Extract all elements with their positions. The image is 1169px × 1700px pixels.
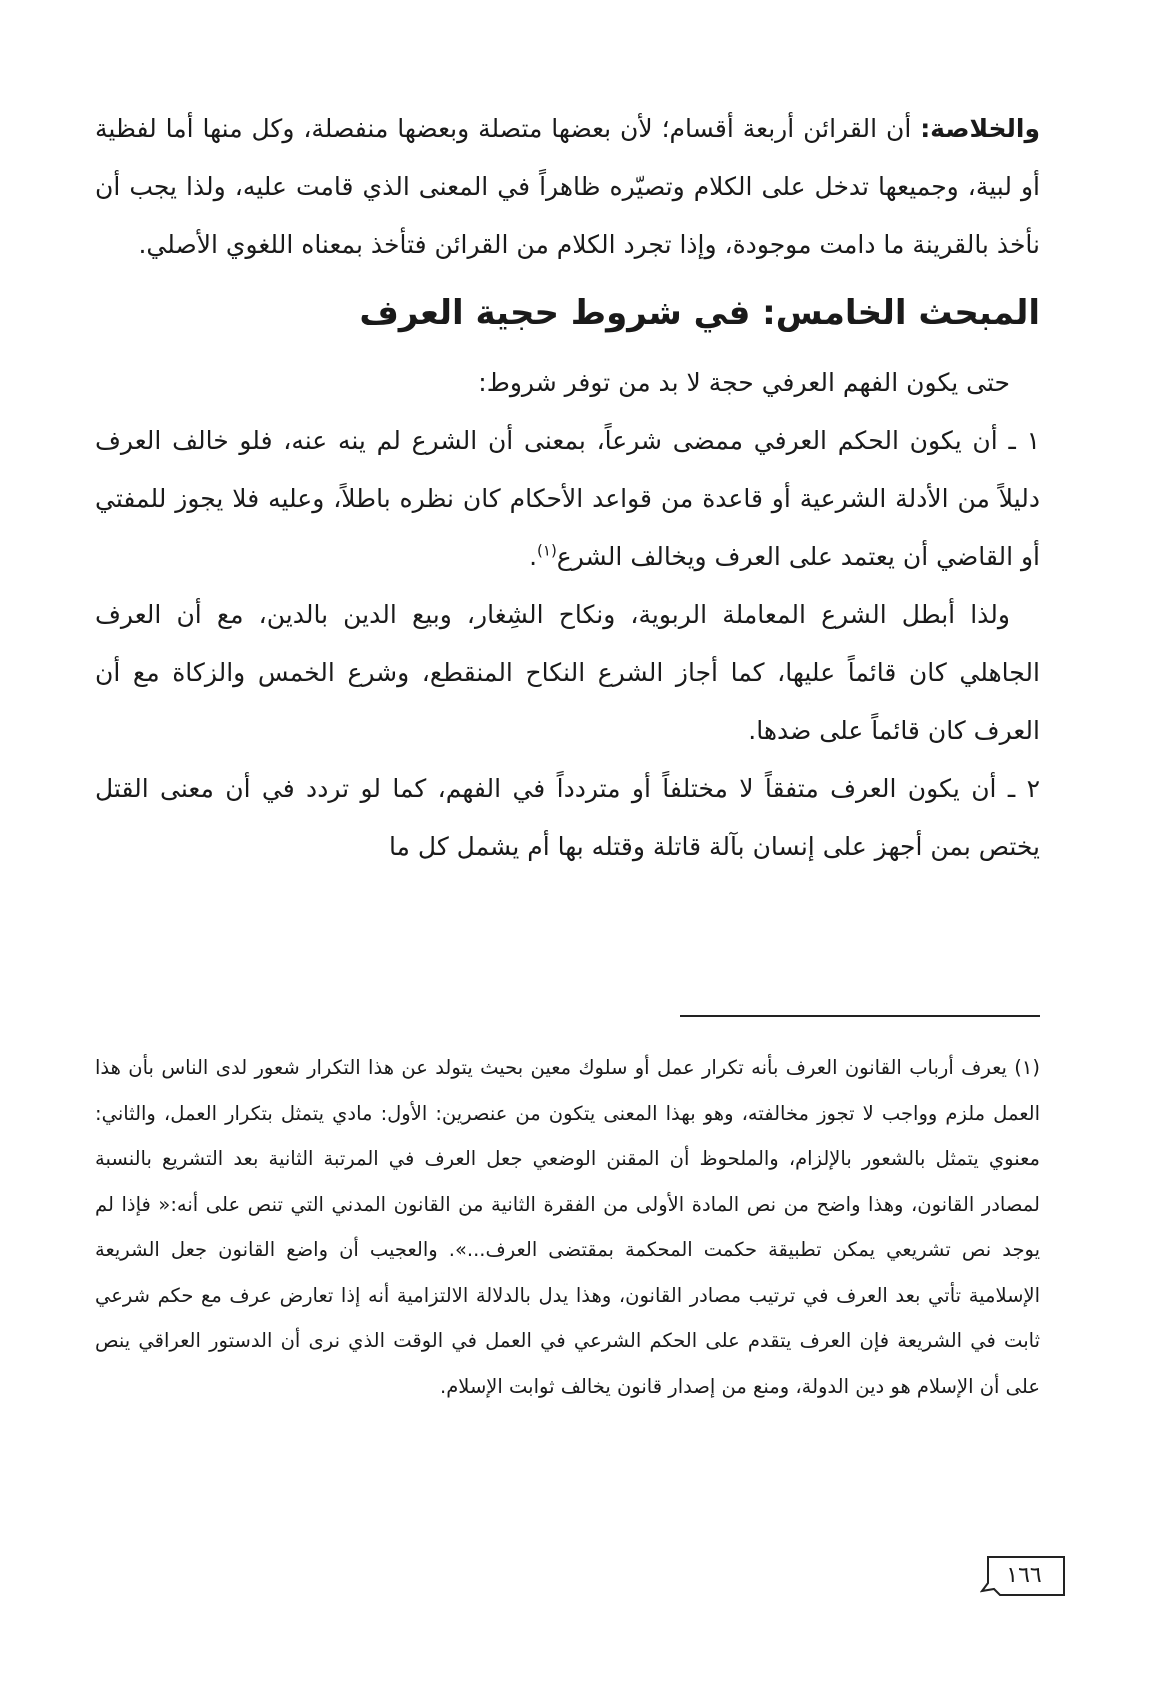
footnote-separator	[95, 1015, 1040, 1017]
page-number: ١٦٦	[1006, 1563, 1042, 1588]
page-body	[95, 100, 1040, 1660]
page-number-frame	[980, 1555, 1070, 1599]
condition-1-text: ١ ـ أن يكون الحكم العرفي ممضى شرعاً، بمعنى أن الشرع لم ينه عنه، فلو خالف العرف دليلاً من الأدلة الشرعية أو قاعدة من قواعد الأحكام كان نظره باطلاً، وعليه فلا يجوز للمفتي أو القاضي أن يعتمد على العرف ويخالف الشرع	[95, 426, 1040, 571]
summary-text: أن القرائن أربعة أقسام؛ لأن بعضها متصلة وبعضها منفصلة، وكل منها أما لفظية أو لبية، وجميعها تدخل على الكلام وتصيّره ظاهراً في المعنى الذي قامت عليه، ولذا يجب أن نأخذ بالقرينة ما دامت موجودة، وإذا تجرد الكلام من القرائن فتأخذ بمعناه اللغوي الأصلي.	[95, 114, 1040, 259]
summary-paragraph	[95, 100, 1040, 274]
condition-2-paragraph: ٢ ـ أن يكون العرف متفقاً لا مختلفاً أو متردداً في الفهم، كما لو تردد في أن معنى القتل يختص بمن أجهز على إنسان بآلة قاتلة وقتله بها أم يشمل كل ما	[95, 774, 1040, 861]
summary-label: والخلاصة:	[920, 114, 1040, 143]
condition-1-paragraph	[95, 412, 1040, 586]
footnote-text: (١) يعرف أرباب القانون العرف بأنه تكرار عمل أو سلوك معين بحيث يتولد عن هذا التكرار شعور لدى الناس بأن هذا العمل ملزم وواجب لا تجوز مخالفته، وهو بهذا المعنى يتكون من عنصرين: الأول: مادي يتمثل بتكرار العمل، والثاني: معنوي يتمثل بالشعور بالإلزام، والملحوظ أن المقنن الوضعي جعل العرف في المرتبة الثانية بعد التشريع بالنسبة لمصادر القانون، وهذا واضح من نص المادة الأولى من الفقرة الثانية من القانون المدني التي تنص على أنه:« فإذا لم يوجد نص تشريعي يمكن تطبيقة حكمت المحكمة بمقتضى العرف...». والعجيب أن واضع القانون جعل الشريعة الإسلامية تأتي بعد العرف في ترتيب مصادر القانون، وهذا يدل بالدلالة الالتزامية أنه إذا تعارض عرف مع حكم شرعي ثابت في الشريعة فإن العرف يتقدم على الحكم الشرعي في العمل في الوقت الذي نرى أن الدستور العراقي ينص على أن الإسلام هو دين الدولة، ومنع من إصدار قانون يخالف ثوابت الإسلام.	[95, 1056, 1040, 1398]
condition-1-end: .	[529, 542, 538, 571]
footnote-rule	[680, 1015, 1040, 1017]
footnote-reference[interactable]: (١)	[537, 541, 557, 560]
section-heading: المبحث الخامس: في شروط حجية العرف	[359, 293, 1040, 333]
intro-paragraph: حتى يكون الفهم العرفي حجة لا بد من توفر شروط:	[478, 368, 1010, 397]
condition-1-continuation: ولذا أبطل الشرع المعاملة الربوية، ونكاح الشِغار، وبيع الدين بالدين، مع أن العرف الجاهلي كان قائماً عليها، كما أجاز الشرع النكاح المنقطع، وشرع الخمس والزكاة مع أن العرف كان قائماً على ضدها.	[95, 600, 1040, 745]
